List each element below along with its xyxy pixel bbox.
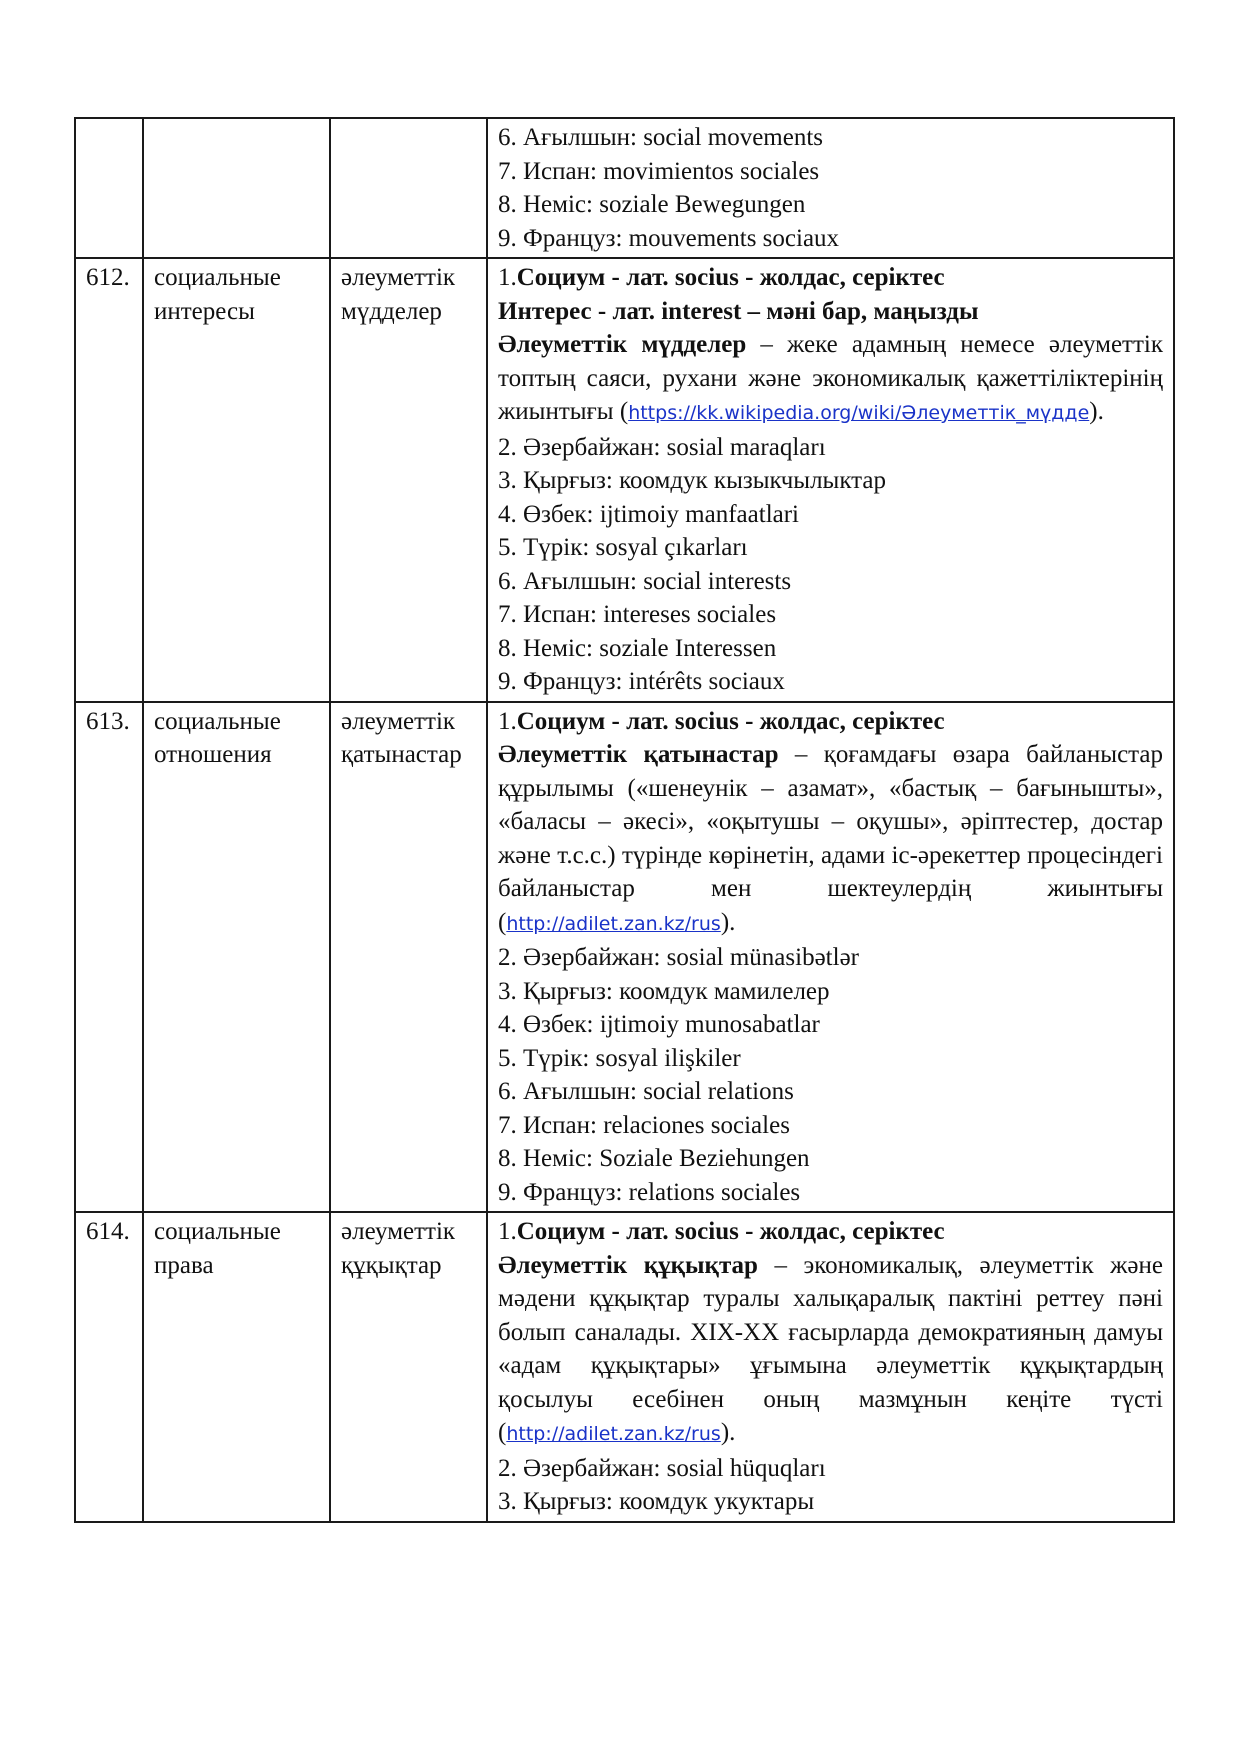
translations-list	[498, 431, 1163, 699]
translation-item: 9. Француз: mouvements sociaux	[498, 224, 840, 252]
definition-paragraph: Әлеуметтік қатынастар – қоғамдағы өзара байланыстар құрылымы («шенеунік – азамат», «бастық – бағынышты», «баласы – әкесі», «оқытушы – оқушы», әріптестер, достар және т.с.с.) түрінде көрінетін, адами іс-әрекеттер процесіндегі байланыстар мен шектеулердің жиынтығы (http://adilet.zan.kz/rus).	[498, 741, 1163, 936]
definition-text: – жеке адамның немесе әлеуметтік топтың саяси, рухани және экономикалық қажеттіліктерінің жиынтығы	[498, 331, 1163, 425]
translation-item: 8. Неміс: soziale Interessen	[498, 634, 777, 662]
table-row	[75, 258, 1174, 702]
term-description	[487, 258, 1174, 702]
table-row	[75, 1212, 1174, 1522]
definition-term: Әлеуметтік қатынастар	[498, 741, 779, 768]
translation-item: 7. Испан: movimientos sociales	[498, 157, 820, 185]
translation-item: 3. Қырғыз: коомдук кызыкчылыктар	[498, 467, 887, 494]
translation-item: 7. Испан: intereses sociales	[498, 601, 777, 628]
definition-term: Әлеуметтік құқықтар	[498, 1251, 758, 1279]
translation-item: 8. Неміс: Soziale Beziehungen	[498, 1145, 810, 1172]
definition-paragraph: Әлеуметтік құқықтар – экономикалық, әлеуметтік және мәдени құқықтар туралы халықаралық пактіні реттеу пәні болып саналады. XIX-XX ғасырларда демократияның дамуы «адам құқықтары» ұғымына әлеуметтік құқықтардың қосылуы есебінен оның мазмұнын кеңіте түсті (http://adilet.zan.kz/rus).	[498, 1251, 1163, 1446]
term-kazakh	[330, 118, 487, 258]
translation-item: 4. Өзбек: ijtimoiy manfaatlari	[498, 500, 800, 528]
etymology-line	[498, 295, 1163, 329]
translation-item: 5. Түрік: sosyal çıkarları	[498, 534, 748, 561]
translation-item: 2. Әзербайжан: sosial münasibətlər	[498, 944, 859, 971]
term-description	[487, 702, 1174, 1213]
term-russian	[143, 118, 330, 258]
translation-item: 9. Француз: relations sociales	[498, 1178, 801, 1206]
term-description	[487, 1212, 1174, 1522]
term-russian: социальные отношения	[143, 702, 330, 1213]
table-row	[75, 702, 1174, 1213]
source-link[interactable]: http://adilet.zan.kz/rus	[506, 1423, 721, 1445]
term-russian: социальные интересы	[143, 258, 330, 702]
source-link[interactable]: https://kk.wikipedia.org/wiki/Әлеуметтік_мүдде	[628, 402, 1090, 424]
translation-item: 6. Ағылшын: social interests	[498, 567, 792, 595]
translation-item: 3. Қырғыз: коомдук мамилелер	[498, 977, 830, 1005]
definition-text: – қоғамдағы өзара байланыстар құрылымы («шенеунік – азамат», «бастық – бағынышты», «баласы – әкесі», «оқытушы – оқушы», әріптестер, достар және т.с.с.) түрінде көрінетін, адами іс-әрекеттер процесіндегі байланыстар мен шектеулердің жиынтығы	[498, 741, 1163, 902]
term-kazakh: әлеуметтік қатынастар	[330, 702, 487, 1213]
translation-item: 6. Ағылшын: social relations	[498, 1078, 794, 1105]
row-number: 612.	[75, 258, 143, 702]
terms-table	[74, 117, 1175, 1523]
translation-item: 8. Неміс: soziale Bewegungen	[498, 191, 806, 218]
etymology-text: Социум - лат. socius - жолдас, серіктес	[516, 1218, 945, 1245]
definition-paragraph: Әлеуметтік мүдделер – жеке адамның немесе әлеуметтік топтың саяси, рухани және экономикалық қажеттіліктерінің жиынтығы (https://kk.wikipedia.org/wiki/Әлеуметтік_мүдде).	[498, 331, 1163, 425]
term-russian: социальные права	[143, 1212, 330, 1522]
row-number: 613.	[75, 702, 143, 1213]
translation-item: 2. Әзербайжан: sosial hüquqları	[498, 1454, 826, 1482]
translation-item: 6. Ағылшын: social movements	[498, 124, 824, 151]
translations-list	[498, 121, 1163, 255]
etymology-text: Интерес - лат. interest – мәні бар, маңызды	[498, 297, 979, 325]
term-description	[487, 118, 1174, 258]
translations-list	[498, 941, 1163, 1209]
term-kazakh: әлеуметтік құқықтар	[330, 1212, 487, 1522]
etymology-line: 1.Социум - лат. socius - жолдас, серіктес	[498, 707, 945, 735]
translation-item: 3. Қырғыз: коомдук укуктары	[498, 1488, 815, 1515]
translation-item: 7. Испан: relaciones sociales	[498, 1111, 790, 1139]
translation-item: 4. Өзбек: ijtimoiy munosabatlar	[498, 1011, 820, 1038]
term-kazakh: әлеуметтік мүдделер	[330, 258, 487, 702]
translations-list	[498, 1452, 1163, 1519]
source-link[interactable]: http://adilet.zan.kz/rus	[506, 912, 721, 935]
translation-item: 9. Француз: intérêts sociaux	[498, 668, 785, 695]
etymology-line: 1.Социум - лат. socius - жолдас, серіктес	[498, 1218, 945, 1245]
definition-term: Әлеуметтік мүдделер	[498, 331, 747, 358]
translation-item: 5. Түрік: sosyal ilişkiler	[498, 1044, 741, 1072]
etymology-text: Социум - лат. socius - жолдас, серіктес	[516, 264, 945, 291]
definition-text: – экономикалық, әлеуметтік және мәдени құқықтар туралы халықаралық пактіні реттеу пәні болып саналады. XIX-XX ғасырларда демократияның дамуы «адам құқықтары» ұғымына әлеуметтік құқықтардың қосылуы есебінен оның мазмұнын кеңіте түсті	[498, 1251, 1163, 1413]
table-row	[75, 118, 1174, 258]
etymology-line: 1.Социум - лат. socius - жолдас, серіктес	[498, 264, 945, 291]
etymology-text: Социум - лат. socius - жолдас, серіктес	[516, 707, 945, 735]
row-number	[75, 118, 143, 258]
row-number: 614.	[75, 1212, 143, 1522]
translation-item: 2. Әзербайжан: sosial maraqları	[498, 433, 826, 461]
